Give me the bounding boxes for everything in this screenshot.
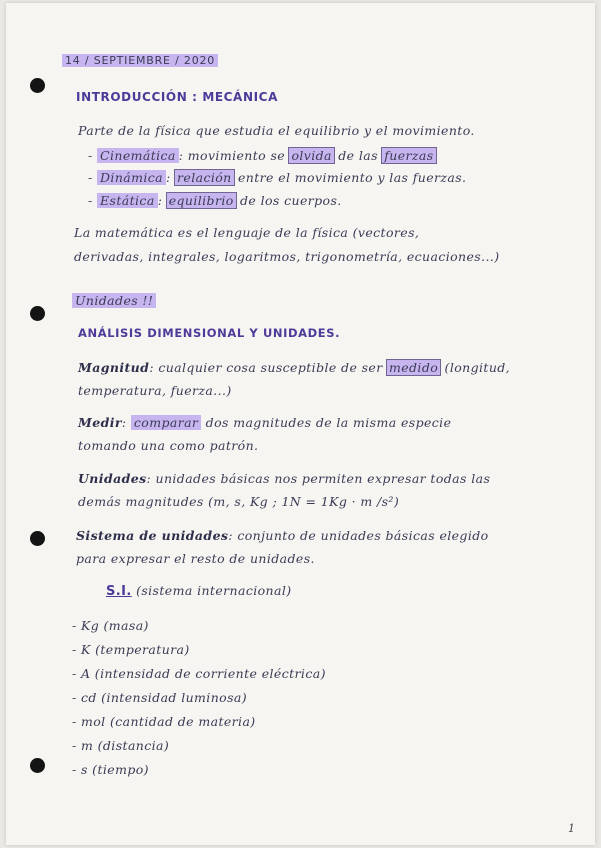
binder-hole: [30, 78, 45, 93]
math-line-2: derivadas, integrales, logaritmos, trigonometría, ecuaciones...): [74, 249, 500, 264]
binder-hole: [30, 531, 45, 546]
si-unit-m: - m (distancia): [72, 738, 170, 753]
binder-hole: [30, 758, 45, 773]
def-medir-2: tomando una como patrón.: [78, 438, 259, 453]
bullet-estatica: - Estática : equilibrio de los cuerpos.: [88, 193, 342, 208]
bullet-dinamica: - Dinámica : relación entre el movimiento y las fuerzas.: [88, 170, 467, 185]
si-heading: S.I. (sistema internacional): [106, 583, 292, 599]
si-unit-s: - s (tiempo): [72, 762, 149, 777]
analysis-title: ANÁLISIS DIMENSIONAL Y UNIDADES.: [78, 326, 341, 340]
si-unit-k: - K (temperatura): [72, 642, 190, 657]
def-unidades-1: Unidades: unidades básicas nos permiten expresar todas las: [78, 471, 491, 486]
notebook-page: [6, 3, 595, 845]
page-number: 1: [568, 822, 575, 835]
bullet-cinematica: - Cinemática : movimiento se olvida de las fuerzas: [88, 148, 434, 163]
binder-hole: [30, 306, 45, 321]
def-medir-1: Medir: comparar dos magnitudes de la misma especie: [78, 415, 452, 430]
math-line-1: La matemática es el lenguaje de la física (vectores,: [74, 225, 420, 240]
si-unit-mol: - mol (cantidad de materia): [72, 714, 256, 729]
intro-text: Parte de la física que estudia el equilibrio y el movimiento.: [78, 123, 475, 138]
page-title: INTRODUCCIÓN : MECÁNICA: [76, 90, 278, 104]
si-unit-cd: - cd (intensidad luminosa): [72, 690, 248, 705]
si-unit-kg: - Kg (masa): [72, 618, 149, 633]
si-unit-a: - A (intensidad de corriente eléctrica): [72, 666, 326, 681]
def-sistema-1: Sistema de unidades: conjunto de unidades básicas elegido: [76, 528, 489, 543]
date: 14 / SEPTIEMBRE / 2020: [62, 52, 218, 67]
def-sistema-2: para expresar el resto de unidades.: [76, 551, 315, 566]
def-magnitud-2: temperatura, fuerza...): [78, 383, 232, 398]
def-unidades-2: demás magnitudes (m, s, Kg ; 1N = 1Kg · m /s²): [78, 494, 400, 509]
def-magnitud-1: Magnitud: cualquier cosa susceptible de ser medido (longitud,: [78, 360, 511, 375]
units-label: Unidades !!: [72, 293, 156, 308]
